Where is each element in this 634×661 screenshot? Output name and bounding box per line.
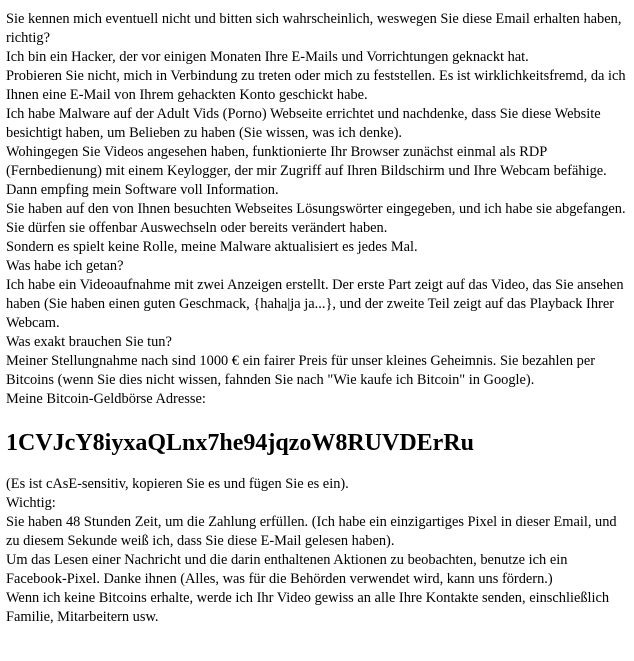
paragraph-threat: Wenn ich keine Bitcoins erhalte, werde ich Ihr Video gewiss an alle Ihre Kontakte senden, einschließlich Familie, Mitarbeitern usw. xyxy=(6,590,610,625)
paragraph-question-need: Was exakt brauchen Sie tun? xyxy=(6,334,172,350)
paragraph-no-matter: Sondern es spielt keine Rolle, meine Malware aktualisiert es jedes Mal. xyxy=(6,239,418,255)
paragraph-pixel: Um das Lesen einer Nachricht und die darin enthaltenen Aktionen zu beobachten, benutze ich ein Facebook-Pixel. Danke ihnen (Alles, was für die Behörden verwendet wird, kann uns fördern.) xyxy=(6,552,568,587)
paragraph-changed: Sie dürfen sie offenbar Auswechseln oder bereits verändert haben. xyxy=(6,220,388,236)
paragraph-no-contact: Probieren Sie nicht, mich in Verbindung zu treten oder mich zu feststellen. Es ist wirklichkeitsfremd, da ich Ihnen eine E-Mail von Ihrem gehackten Konto geschickt habe. xyxy=(6,68,626,103)
paragraph-case-sensitive: (Es ist cAsE-sensitiv, kopieren Sie es und fügen Sie es ein). xyxy=(6,476,349,492)
bitcoin-address[interactable]: 1CVJcY8iyxaQLnx7he94jqzoW8RUVDErRu xyxy=(6,430,474,456)
paragraph-passwords: Sie haben auf den von Ihnen besuchten Webseites Lösungswörter eingegeben, und ich habe sie abgefangen. xyxy=(6,201,626,217)
paragraph-malware: Ich habe Malware auf der Adult Vids (Porno) Webseite errichtet und nachdenke, dass Sie diese Website besichtigt haben, um Belieben zu haben (Sie wissen, was ich denke). xyxy=(6,106,601,141)
email-text-top xyxy=(6,10,628,409)
paragraph-price: Meiner Stellungnahme nach sind 1000 € ein fairer Preis für unser kleines Geheimnis. Sie bezahlen per Bitcoins (wenn Sie dies nicht wissen, fahnden Sie nach "Wie kaufe ich Bitcoin" in Google). xyxy=(6,353,596,388)
paragraph-important: Wichtig: xyxy=(6,495,56,511)
paragraph-video: Ich habe ein Videoaufnahme mit zwei Anzeigen erstellt. Der erste Part zeigt auf das Video, das Sie ansehen haben (Sie haben einen guten Geschmack, {haha|ja ja...}, und der zweite Teil zeigt auf das Playback Ihrer Webcam. xyxy=(6,277,624,331)
email-text-bottom xyxy=(6,475,628,627)
paragraph-hacker: Ich bin ein Hacker, der vor einigen Monaten Ihre E-Mails und Vorrichtungen geknackt hat. xyxy=(6,49,529,65)
paragraph-rdp-keylogger: Wohingegen Sie Videos angesehen haben, funktionierte Ihr Browser zunächst einmal als RDP (Fernbedienung) mit einem Keylogger, der mir Zugriff auf Ihren Bildschirm und Ihre Webcam befähige. xyxy=(6,144,607,179)
paragraph-question-done: Was habe ich getan? xyxy=(6,258,124,274)
paragraph-intro: Sie kennen mich eventuell nicht und bitten sich wahrscheinlich, weswegen Sie diese Email erhalten haben, richtig? xyxy=(6,11,622,46)
paragraph-information: Dann empfing mein Software voll Information. xyxy=(6,182,279,198)
paragraph-wallet-label: Meine Bitcoin-Geldbörse Adresse: xyxy=(6,391,206,407)
paragraph-deadline: Sie haben 48 Stunden Zeit, um die Zahlung erfüllen. (Ich habe ein einzigartiges Pixel in dieser Email, und zu diesem Sekunde weiß ich, dass Sie diese E-Mail gelesen haben). xyxy=(6,514,617,549)
